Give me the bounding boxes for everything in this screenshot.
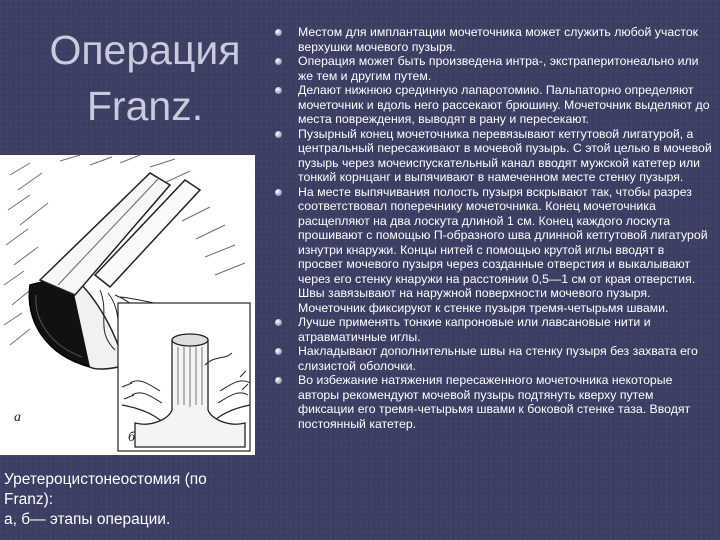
caption-line: Franz): bbox=[4, 491, 54, 508]
surgical-illustration bbox=[0, 155, 255, 455]
bullet-item bbox=[272, 25, 712, 54]
bullet-dot-icon bbox=[275, 319, 282, 326]
bullet-item bbox=[272, 373, 712, 431]
title-line-2: Franz. bbox=[86, 83, 204, 129]
bullet-item bbox=[272, 127, 712, 185]
bullet-text: На месте выпячивания полость пузыря вскрывают так, чтобы разрез соответствовал поперечнику мочеточника. Конец мочеточника расщепляют на два лоскута длиной 1 см. Конец каждого лоскута прошивают с помощью П-образного шва длинной кетгутовой лигатурой изнутри кнаружи. Концы нитей с помощью крутой иглы вводят в просвет мочевого пузыря через созданные отверстия и выкалывают через его стенку кнаружи на расстоянии 0,5—1 см от края отверстия. Швы завязывают на наружной поверхности мочевого пузыря. Мочеточник фиксируют к стенке пузыря тремя-четырьмя швами. bbox=[298, 184, 708, 315]
bullet-dot-icon bbox=[275, 131, 282, 138]
bullet-item bbox=[272, 185, 712, 316]
bullet-item bbox=[272, 344, 712, 373]
illustration-drawing bbox=[0, 155, 255, 455]
bullet-item bbox=[272, 54, 712, 83]
bullet-item bbox=[272, 315, 712, 344]
figure-caption bbox=[4, 470, 272, 530]
caption-line: Уретероцистонеостомия (по bbox=[4, 471, 207, 488]
bullet-text: Местом для имплантации мочеточника может служить любой участок верхушки мочевого пузыря. bbox=[298, 25, 699, 54]
bullet-item bbox=[272, 83, 712, 127]
panel-a-label: а bbox=[14, 410, 21, 425]
title-line-1: Операция bbox=[49, 27, 241, 73]
bullet-dot-icon bbox=[275, 58, 282, 65]
bullet-text: Делают нижнюю срединную лапаротомию. Пальпаторно определяют мочеточник и вдоль него рассекают брюшину. Мочеточник выделяют до места повреждения, выводят в рану и пересекают. bbox=[298, 83, 710, 126]
bullet-dot-icon bbox=[275, 87, 282, 94]
bullet-text: Во избежание натяжения пересаженного мочеточника некоторые авторы рекомендуют мочевой пузырь подтянуть кверху путем фиксации его тремя-четырьмя швами к боковой стенке таза. Вводят постоянный катетер. bbox=[298, 373, 691, 431]
bullet-dot-icon bbox=[275, 348, 282, 355]
slide-title bbox=[20, 22, 270, 134]
bullet-text: Лучше применять тонкие капроновые или лавсановые нити и атравматичные иглы. bbox=[298, 315, 651, 344]
bullet-list bbox=[272, 25, 712, 431]
bullet-text: Пузырный конец мочеточника перевязывают кетгутовой лигатурой, а центральный пересаживают в мочевой пузырь. С этой целью в мочевой пузырь через мочеиспускательный канал вводят мужской катетер или тонкий корнцанг и выпячивают в намеченном месте стенку пузыря. bbox=[298, 126, 712, 184]
bullet-dot-icon bbox=[275, 29, 282, 36]
panel-b-label: б bbox=[128, 430, 136, 445]
bullet-text: Операция может быть произведена интра-, экстраперитонеально или же тем и другим путем. bbox=[298, 54, 699, 83]
bullet-text: Накладывают дополнительные швы на стенку пузыря без захвата его слизистой оболочки. bbox=[298, 344, 698, 373]
caption-line: а, б— этапы операции. bbox=[4, 511, 171, 528]
bullet-dot-icon bbox=[275, 189, 282, 196]
bullet-dot-icon bbox=[275, 377, 282, 384]
